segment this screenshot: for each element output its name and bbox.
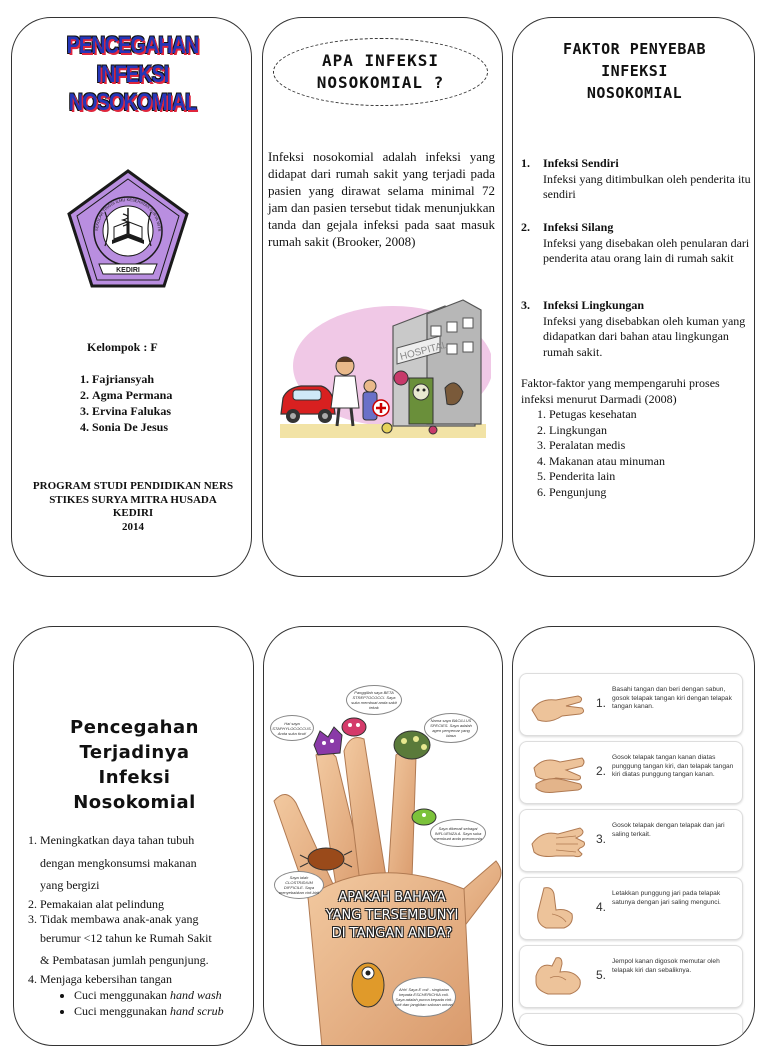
step-text: Basahi tangan dan beri dengan sabun, gosok telapak tangan kiri dengan telapak tangan kanan. [612, 686, 732, 710]
program-year: 2014 [122, 520, 144, 533]
poster-question [292, 889, 492, 943]
heading-line: APA INFEKSI [322, 51, 439, 70]
cause-title: Infeksi Lingkungan [543, 298, 645, 312]
prevention-line: dengan mengkonsumsi makanan [40, 855, 197, 870]
poster-line: DI TANGAN ANDA? [331, 926, 453, 941]
step-text: Letakkan punggung jari pada telapak satunya dengan jari saling mengunci. [612, 890, 721, 906]
heading-line: Terjadinya [79, 742, 190, 763]
cause-item [521, 220, 751, 267]
germ-purple [314, 727, 342, 755]
cause-title: Infeksi Silang [543, 220, 614, 234]
factor-item: 6. Pengunjung [549, 485, 665, 501]
step-number: 4. [596, 900, 607, 914]
cause-description: Infeksi yang disebakan oleh penularan dari penderita atau orang lain di rumah sakit [543, 235, 750, 265]
program-line: PROGRAM STUDI PENDIDIKAN NERS [32, 480, 234, 492]
program-line: STIKES SURYA MITRA HUSADA [49, 493, 217, 506]
prevention-line: 1. Meningkatkan daya tahan tubuh [40, 833, 195, 847]
sub-item: • Cuci menggunakan hand scrub [74, 1003, 249, 1019]
hand-step-icon [526, 884, 590, 934]
step-text: Gosok telapak dengan telapak dan jari saling terkait. [612, 822, 725, 838]
prevention-line: 2. Pemakaian alat pelindung [40, 896, 164, 911]
member-item: 1. Fajriansyah [92, 371, 172, 387]
germ-lime [412, 809, 436, 825]
germ-speech-bubble: Ahh! Saya E coli - singkatan kepada ESCHERICHIA coli. Saya adalah punca kepada cirit-birit dan jangkitan saluran urinari [392, 977, 456, 1017]
definition-text: Infeksi nosokomial adalah infeksi yang didapat dari rumah sakit yang terjadi pada pasien yang dirawat selama minimal 72 jam dan pasien tersebut tidak menunjukkan tanda dan gejala infeksi pada saat masuk rumah sakit (Brooker, 2008) [268, 149, 495, 249]
step-text: Gosok telapak tangan kanan diatas punggung tangan kiri, dan telapak tangan kiri diatas punggung tangan kanan. [612, 754, 734, 778]
cause-description: Infeksi yang disebabkan oleh kuman yang didapatkan dari bahan atau lingkungan rumah sakit. [543, 313, 746, 359]
sub-item: • Cuci menggunakan hand wash [74, 987, 249, 1003]
cover-title-line1: PENCEGAHAN [66, 32, 199, 59]
cause-number: 1. [521, 156, 530, 170]
prevention-item [40, 829, 249, 897]
hand-step-icon [526, 816, 590, 866]
program-info [20, 480, 246, 534]
factor-item: 3. Peralatan medis [549, 438, 665, 454]
cause-number: 3. [521, 298, 530, 312]
prevention-item [40, 912, 249, 972]
handwash-step [519, 809, 743, 872]
germ-speech-bubble: Panggillah saya BETA STREPTOCOCCI. Saya suka membuat anda sakit tekak [346, 685, 402, 715]
factor-item: 1. Petugas kesehatan [549, 407, 665, 423]
member-item: 4. Sonia De Jesus [92, 419, 172, 435]
prevention-item [40, 972, 249, 1019]
definition-panel [262, 17, 503, 577]
heading-line: NOSOKOMIAL ? [316, 73, 445, 92]
emblem-ring-text: SEKOLAH TINGGI ILMU KESEHATAN SURYA MITR [93, 196, 163, 232]
germ-speech-bubble: Saya dikenali sebagai INFLUENZA A. Saya suka membuat anda pneumonia [430, 819, 486, 847]
handwash-steps-panel [512, 626, 755, 1046]
factor-item: 2. Lingkungan [549, 423, 665, 439]
germ-speech-bubble: Hai saya STAPHYLOCOCCUS. Anda suka ticut! [270, 715, 314, 741]
factor-item: 4. Makanan atau minuman [549, 454, 665, 470]
prevention-list [14, 829, 249, 1019]
heading-line: INFEKSI [601, 62, 668, 80]
heading-line: Pencegahan [70, 717, 199, 738]
prevention-item [40, 897, 249, 912]
cover-title-line2: INFEKSI NOSOKOMIAL [68, 61, 197, 116]
germ-pink [342, 718, 366, 736]
group-label: Kelompok : F [87, 340, 158, 354]
prevention-line: 3. Tidak membawa anak-anak yang [40, 911, 199, 926]
factor-list [531, 407, 665, 501]
causes-panel [512, 17, 755, 577]
heading-line: Infeksi [98, 767, 171, 788]
handwash-step [519, 741, 743, 804]
cause-item [521, 156, 751, 203]
poster-line: APAKAH BAHAYA [338, 890, 446, 905]
cause-description: Infeksi yang ditimbulkan oleh penderita itu sendiri [543, 171, 751, 201]
emblem-bottom-text: KEDIRI [116, 267, 140, 274]
handwash-step [519, 945, 743, 1008]
hospital-cartoon-illustration [275, 296, 491, 446]
prevention-line: & Pembatasan jumlah pengunjung. [40, 953, 209, 967]
program-line: KEDIRI [112, 507, 154, 519]
heading-line: FAKTOR PENYEBAB [563, 40, 706, 58]
factor-item: 5. Penderita lain [549, 469, 665, 485]
step-number: 1. [596, 696, 607, 710]
prevention-panel [13, 626, 254, 1046]
germ-speech-bubble: Saya ialah CLOSTRIDIUM DIFFICILE. Saya menyebabkan cirit-birit [274, 871, 324, 899]
member-list [72, 371, 172, 435]
hospital-sign: HOSPITAL [398, 339, 449, 363]
step-number: 2. [596, 764, 607, 778]
prevention-line: 4. Menjaga kebersihan tangan [40, 971, 172, 986]
cause-title: Infeksi Sendiri [543, 156, 619, 170]
member-item: 3. Ervina Falukas [92, 403, 172, 419]
heading-line: Nosokomial [73, 792, 196, 813]
cause-item [521, 298, 751, 360]
handwash-sublist [40, 987, 249, 1019]
germ-green [394, 731, 430, 759]
germ-hand-panel [263, 626, 503, 1046]
germ-orange [352, 963, 384, 1007]
cause-number: 2. [521, 220, 530, 234]
handwash-step-partial [519, 1013, 743, 1046]
hand-step-icon [526, 748, 590, 798]
causes-heading [523, 38, 746, 104]
poster-line: YANG TERSEMBUNYI [325, 908, 459, 923]
prevention-line: yang bergizi [40, 878, 100, 892]
heading-line: NOSOKOMIAL [586, 84, 683, 102]
germ-speech-bubble: Nama saya BACILLUS SPECIES. Saya adalah agen penyemar yang biasa [424, 713, 478, 743]
member-item: 2. Agma Permana [92, 387, 172, 403]
hand-step-icon [526, 680, 590, 730]
step-number: 5. [596, 968, 607, 982]
prevention-heading [14, 715, 254, 815]
step-text: Jempol kanan digosok memutar oleh telapak kiri dan sebaliknya. [612, 958, 720, 974]
factors-intro: Faktor-faktor yang mempengaruhi proses infeksi menurut Darmadi (2008) [521, 376, 720, 406]
school-emblem-logo [65, 168, 191, 292]
hand-step-icon [526, 952, 590, 1002]
prevention-line: berumur <12 tahun ke Rumah Sakit [40, 930, 212, 945]
cover-panel [11, 17, 252, 577]
definition-heading [273, 38, 488, 106]
handwash-step [519, 673, 743, 736]
step-number: 3. [596, 832, 607, 846]
handwash-step [519, 877, 743, 940]
